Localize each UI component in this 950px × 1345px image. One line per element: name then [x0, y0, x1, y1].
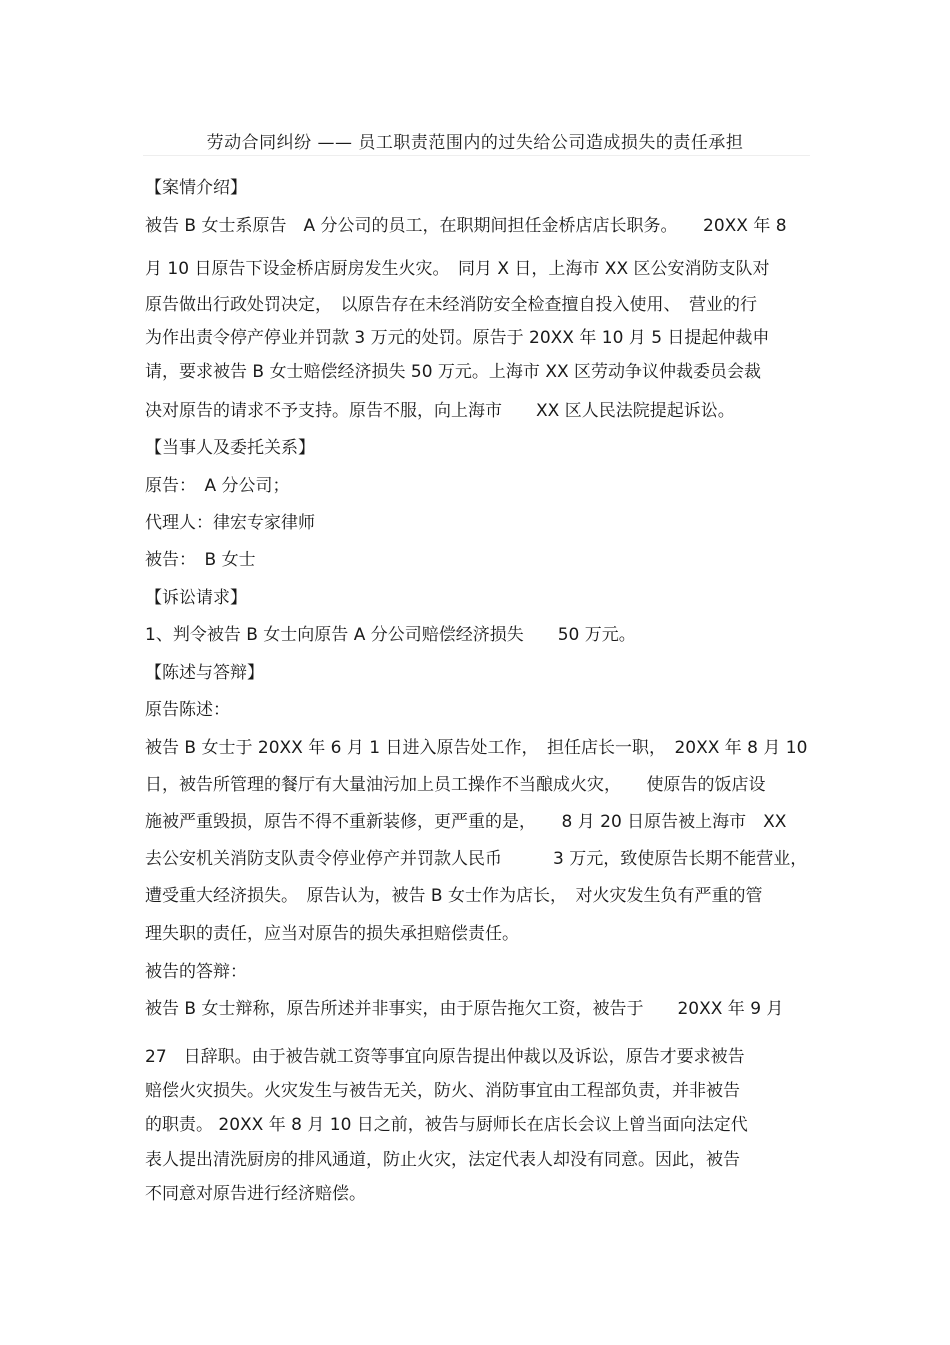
title-divider	[143, 155, 810, 156]
body-line: 原告做出行政处罚决定， 以原告存在未经消防安全检查擅自投入使用、 营业的行	[145, 295, 757, 315]
body-line: 表人提出清洗厨房的排风通道，防止火灾，法定代表人却没有同意。因此，被告	[145, 1150, 740, 1170]
body-line: 代理人：律宏专家律师	[145, 513, 315, 533]
sub-heading-defendant: 被告的答辩：	[145, 962, 247, 982]
section-heading-parties: 【当事人及委托关系】	[145, 438, 315, 458]
body-line: 的职责。 20XX 年 8 月 10 日之前，被告与厨师长在店长会议上曾当面向法定代	[145, 1115, 748, 1135]
body-line: 原告： A 分公司；	[145, 476, 290, 496]
body-line: 理失职的责任，应当对原告的损失承担赔偿责任。	[145, 924, 519, 944]
body-line: 被告 B 女士系原告 A 分公司的员工，在职期间担任金桥店店长职务。 20XX 年 8	[145, 216, 787, 236]
body-line: 月 10 日原告下设金桥店厨房发生火灾。 同月 X 日，上海市 XX 区公安消防支队对	[145, 259, 770, 279]
body-line: 施被严重毁损，原告不得不重新装修，更严重的是， 8 月 20 日原告被上海市 XX	[145, 812, 787, 832]
body-line: 决对原告的请求不予支持。原告不服，向上海市 XX 区人民法院提起诉讼。	[145, 401, 735, 421]
body-line: 1、判令被告 B 女士向原告 A 分公司赔偿经济损失 50 万元。	[145, 625, 636, 645]
body-line: 不同意对原告进行经济赔偿。	[145, 1184, 366, 1204]
body-line: 为作出责令停产停业并罚款 3 万元的处罚。原告于 20XX 年 10 月 5 日提起仲裁申	[145, 328, 770, 348]
section-heading-case-intro: 【案情介绍】	[145, 178, 247, 198]
section-heading-claims: 【诉讼请求】	[145, 588, 247, 608]
body-line: 27 日辞职。由于被告就工资等事宜向原告提出仲裁以及诉讼，原告才要求被告	[145, 1047, 745, 1067]
body-line: 被告： B 女士	[145, 550, 256, 570]
body-line: 赔偿火灾损失。火灾发生与被告无关，防火、消防事宜由工程部负责，并非被告	[145, 1081, 740, 1101]
body-line: 遭受重大经济损失。 原告认为，被告 B 女士作为店长， 对火灾发生负有严重的管	[145, 886, 763, 906]
body-line: 请，要求被告 B 女士赔偿经济损失 50 万元。上海市 XX 区劳动争议仲裁委员会裁	[145, 362, 762, 382]
section-heading-statements: 【陈述与答辩】	[145, 663, 264, 683]
body-line: 被告 B 女士辩称，原告所述并非事实，由于原告拖欠工资，被告于 20XX 年 9 月	[145, 999, 784, 1019]
body-line: 被告 B 女士于 20XX 年 6 月 1 日进入原告处工作， 担任店长一职， 20XX 年 8 月 10	[145, 738, 808, 758]
sub-heading-plaintiff: 原告陈述：	[145, 700, 230, 720]
body-line: 去公安机关消防支队责令停业停产并罚款人民币 3 万元，致使原告长期不能营业，	[145, 849, 808, 869]
document-title: 劳动合同纠纷 —— 员工职责范围内的过失给公司造成损失的责任承担	[206, 133, 744, 153]
body-line: 日，被告所管理的餐厅有大量油污加上员工操作不当酿成火灾， 使原告的饭店设	[145, 775, 766, 795]
